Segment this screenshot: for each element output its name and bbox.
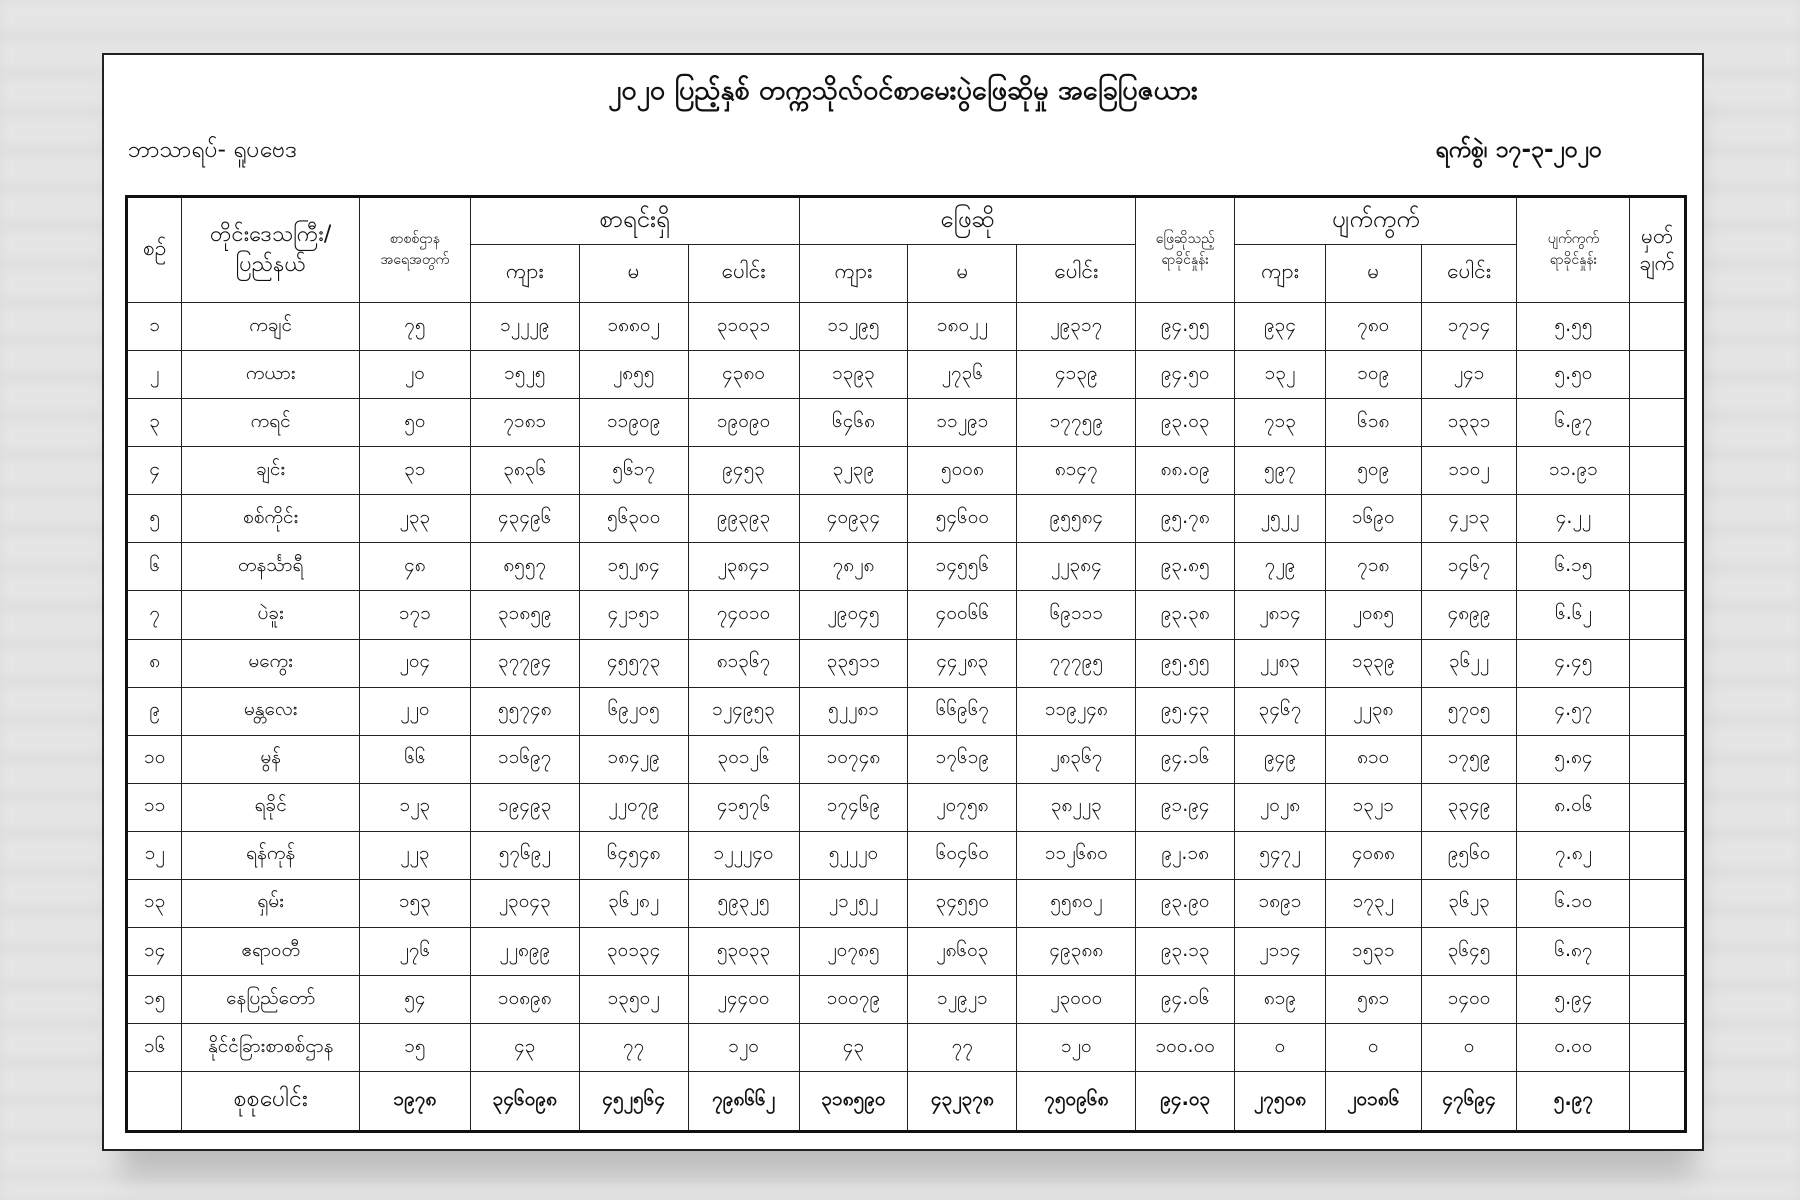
cell-abs-m: ၀	[1235, 1024, 1326, 1072]
cell-reg-t: ၂၄၄၀၀	[688, 976, 799, 1024]
total-sat-m: ၃၁၈၅၉၀	[799, 1072, 908, 1132]
cell-abs-m: ၉၃၄	[1235, 303, 1326, 351]
cell-reg-t: ၃၁၀၃၁	[688, 303, 799, 351]
cell-abs-pct: ၄.၄၅	[1517, 639, 1630, 687]
cell-sat-f: ၂၈၆၀၃	[908, 928, 1017, 976]
cell-sat-pct: ၉၄.၁၆	[1136, 735, 1235, 783]
cell-remark	[1630, 783, 1686, 831]
cell-region: ရန်ကုန်	[182, 831, 359, 879]
cell-reg-m: ၄၃၄၉၆	[470, 495, 579, 543]
cell-abs-t: ၀	[1421, 1024, 1517, 1072]
cell-abs-m: ၃၄၆၇	[1235, 687, 1326, 735]
table-row	[127, 447, 1686, 495]
cell-reg-f: ၃၀၁၃၄	[579, 928, 688, 976]
cell-no: ၁၄	[127, 928, 182, 976]
total-sat-t: ၇၅၀၉၆၈	[1017, 1072, 1136, 1132]
total-abs-m: ၂၇၅၀၈	[1235, 1072, 1326, 1132]
cell-reg-m: ၁၅၂၅	[470, 351, 579, 399]
cell-no: ၆	[127, 543, 182, 591]
cell-reg-f: ၂၂၀၇၉	[579, 783, 688, 831]
cell-centers: ၂၀	[359, 351, 470, 399]
document-sheet	[102, 53, 1704, 1151]
cell-abs-f: ၁၇၃၂	[1325, 879, 1421, 927]
cell-region: နေပြည်တော်	[182, 976, 359, 1024]
cell-no: ၂	[127, 351, 182, 399]
cell-sat-t: ၈၁၄၇	[1017, 447, 1136, 495]
table-row	[127, 639, 1686, 687]
cell-reg-t: ၅၉၃၂၅	[688, 879, 799, 927]
cell-sat-m: ၂၁၂၅၂	[799, 879, 908, 927]
cell-sat-f: ၁၄၅၅၆	[908, 543, 1017, 591]
cell-reg-t: ၁၉၀၉၀	[688, 399, 799, 447]
cell-centers: ၂၀၄	[359, 639, 470, 687]
cell-no: ၁၂	[127, 831, 182, 879]
cell-abs-pct: ၅.၅၅	[1517, 303, 1630, 351]
cell-reg-f: ၁၈၄၂၉	[579, 735, 688, 783]
cell-abs-pct: ၁၁.၉၁	[1517, 447, 1630, 495]
cell-centers: ၇၅	[359, 303, 470, 351]
table-row	[127, 879, 1686, 927]
cell-sat-m: ၁၃၉၃	[799, 351, 908, 399]
cell-abs-t: ၃၆၂၃	[1421, 879, 1517, 927]
cell-sat-f: ၇၇	[908, 1024, 1017, 1072]
cell-abs-m: ၅၉၇	[1235, 447, 1326, 495]
cell-sat-f: ၃၄၅၅၀	[908, 879, 1017, 927]
cell-abs-pct: ၅.၅၀	[1517, 351, 1630, 399]
cell-abs-t: ၃၃၄၉	[1421, 783, 1517, 831]
cell-abs-f: ၅၀၉	[1325, 447, 1421, 495]
cell-reg-m: ၅၇၆၉၂	[470, 831, 579, 879]
cell-abs-pct: ၄.၂၂	[1517, 495, 1630, 543]
cell-abs-t: ၁၄၀၀	[1421, 976, 1517, 1024]
cell-sat-t: ၂၈၃၆၇	[1017, 735, 1136, 783]
total-abs-pct: ၅.၉၇	[1517, 1072, 1630, 1132]
cell-centers: ၅၄	[359, 976, 470, 1024]
cell-centers: ၃၁	[359, 447, 470, 495]
cell-no: ၇	[127, 591, 182, 639]
cell-sat-t: ၁၁၂၆၈၀	[1017, 831, 1136, 879]
header-centers: စာစစ်ဌာန အရေအတွက်	[359, 197, 470, 303]
cell-abs-pct: ၈.၀၆	[1517, 783, 1630, 831]
table-row	[127, 399, 1686, 447]
cell-region: မန္တလေး	[182, 687, 359, 735]
cell-abs-t: ၃၆၄၅	[1421, 928, 1517, 976]
cell-abs-m: ၁၃၂	[1235, 351, 1326, 399]
cell-abs-t: ၁၁၀၂	[1421, 447, 1517, 495]
cell-region: ရှမ်း	[182, 879, 359, 927]
document-title: ၂၀၂၀ ပြည့်နှစ် တက္ကသိုလ်ဝင်စာမေးပွဲဖြေဆိုမှု အခြေပြဇယား	[608, 75, 1198, 106]
cell-sat-pct: ၉၁.၉၄	[1136, 783, 1235, 831]
cell-abs-t: ၄၈၉၉	[1421, 591, 1517, 639]
cell-remark	[1630, 399, 1686, 447]
header-sat-female: မ	[908, 245, 1017, 303]
cell-abs-m: ၂၀၂၈	[1235, 783, 1326, 831]
cell-sat-f: ၁၁၂၉၁	[908, 399, 1017, 447]
cell-sat-m: ၄၀၉၃၄	[799, 495, 908, 543]
cell-abs-t: ၁၇၅၉	[1421, 735, 1517, 783]
header-abs-female: မ	[1325, 245, 1421, 303]
cell-reg-f: ၆၄၅၄၈	[579, 831, 688, 879]
total-reg-m: ၃၄၆၀၉၈	[470, 1072, 579, 1132]
cell-reg-t: ၉၄၅၃	[688, 447, 799, 495]
cell-abs-m: ၉၄၉	[1235, 735, 1326, 783]
cell-centers: ၂၂၀	[359, 687, 470, 735]
cell-sat-f: ၅၀၀၈	[908, 447, 1017, 495]
cell-no: ၉	[127, 687, 182, 735]
cell-reg-m: ၂၃၀၄၃	[470, 879, 579, 927]
cell-sat-pct: ၁၀၀.၀၀	[1136, 1024, 1235, 1072]
cell-remark	[1630, 351, 1686, 399]
cell-reg-f: ၁၃၅၀၂	[579, 976, 688, 1024]
cell-sat-pct: ၉၄.၅၅	[1136, 303, 1235, 351]
cell-sat-pct: ၉၃.၁၃	[1136, 928, 1235, 976]
total-reg-f: ၄၅၂၅၆၄	[579, 1072, 688, 1132]
cell-sat-t: ၆၉၁၁၁	[1017, 591, 1136, 639]
cell-reg-m: ၈၅၅၇	[470, 543, 579, 591]
cell-region: ကယား	[182, 351, 359, 399]
header-no: စဉ်	[127, 197, 182, 303]
cell-reg-f: ၁၁၉၀၉	[579, 399, 688, 447]
cell-sat-pct: ၉၅.၇၈	[1136, 495, 1235, 543]
cell-centers: ၁၂၃	[359, 783, 470, 831]
cell-reg-m: ၃၁၈၅၉	[470, 591, 579, 639]
cell-abs-f: ၁၀၉	[1325, 351, 1421, 399]
cell-sat-m: ၆၄၆၈	[799, 399, 908, 447]
cell-remark	[1630, 303, 1686, 351]
cell-sat-f: ၄၄၂၈၃	[908, 639, 1017, 687]
cell-sat-pct: ၉၅.၅၅	[1136, 639, 1235, 687]
cell-sat-f: ၂၀၇၅၈	[908, 783, 1017, 831]
cell-sat-t: ၄၁၃၉	[1017, 351, 1136, 399]
cell-reg-t: ၉၉၃၉၃	[688, 495, 799, 543]
cell-reg-t: ၃၀၁၂၆	[688, 735, 799, 783]
header-reg-female: မ	[579, 245, 688, 303]
cell-sat-m: ၂၀၇၈၅	[799, 928, 908, 976]
header-absent-pct: ပျက်ကွက် ရာခိုင်နှုန်း	[1517, 197, 1630, 303]
cell-sat-m: ၃၂၃၉	[799, 447, 908, 495]
table-row	[127, 831, 1686, 879]
cell-abs-f: ၆၁၈	[1325, 399, 1421, 447]
cell-abs-pct: ၅.၈၄	[1517, 735, 1630, 783]
cell-sat-f: ၁၂၉၂၁	[908, 976, 1017, 1024]
cell-reg-f: ၅၆၁၇	[579, 447, 688, 495]
cell-abs-m: ၂၁၁၄	[1235, 928, 1326, 976]
cell-reg-m: ၁၉၄၉၃	[470, 783, 579, 831]
cell-abs-t: ၂၄၁	[1421, 351, 1517, 399]
cell-reg-m: ၁၀၈၉၈	[470, 976, 579, 1024]
cell-region: မကွေး	[182, 639, 359, 687]
cell-abs-f: ၀	[1325, 1024, 1421, 1072]
cell-abs-pct: ၄.၅၇	[1517, 687, 1630, 735]
header-abs-male: ကျား	[1235, 245, 1326, 303]
cell-reg-f: ၄၂၁၅၁	[579, 591, 688, 639]
header-absent: ပျက်ကွက်	[1235, 197, 1517, 245]
cell-reg-t: ၄၁၅၇၆	[688, 783, 799, 831]
cell-region: ရခိုင်	[182, 783, 359, 831]
cell-no: ၁၁	[127, 783, 182, 831]
cell-abs-pct: ၆.၁၅	[1517, 543, 1630, 591]
cell-reg-m: ၂၂၈၉၉	[470, 928, 579, 976]
table-row	[127, 687, 1686, 735]
cell-remark	[1630, 447, 1686, 495]
cell-abs-f: ၄၀၈၈	[1325, 831, 1421, 879]
cell-reg-m: ၁၂၂၂၉	[470, 303, 579, 351]
cell-reg-m: ၄၃	[470, 1024, 579, 1072]
cell-sat-f: ၆၀၄၆၀	[908, 831, 1017, 879]
cell-sat-pct: ၉၄.၅၀	[1136, 351, 1235, 399]
table-row	[127, 928, 1686, 976]
cell-abs-pct: ၆.၆၂	[1517, 591, 1630, 639]
cell-abs-m: ၁၈၉၁	[1235, 879, 1326, 927]
cell-region: ပဲခူး	[182, 591, 359, 639]
cell-sat-pct: ၈၈.၀၉	[1136, 447, 1235, 495]
cell-sat-t: ၂၃၀၀၀	[1017, 976, 1136, 1024]
cell-reg-m: ၁၁၆၉၇	[470, 735, 579, 783]
cell-centers: ၁၅	[359, 1024, 470, 1072]
cell-abs-t: ၁၃၃၁	[1421, 399, 1517, 447]
cell-remark	[1630, 687, 1686, 735]
cell-reg-f: ၄၅၅၇၃	[579, 639, 688, 687]
cell-abs-pct: ၆.၈၇	[1517, 928, 1630, 976]
cell-centers: ၁၅၃	[359, 879, 470, 927]
cell-remark	[1630, 1024, 1686, 1072]
cell-reg-t: ၂၃၈၄၁	[688, 543, 799, 591]
cell-remark	[1630, 879, 1686, 927]
cell-sat-t: ၁၁၉၂၄၈	[1017, 687, 1136, 735]
cell-reg-t: ၄၃၈၀	[688, 351, 799, 399]
cell-sat-t: ၅၅၈၀၂	[1017, 879, 1136, 927]
total-remark	[1630, 1072, 1686, 1132]
cell-centers: ၂၂၃	[359, 831, 470, 879]
cell-sat-m: ၃၃၅၁၁	[799, 639, 908, 687]
cell-no: ၅	[127, 495, 182, 543]
cell-sat-f: ၁၈၀၂၂	[908, 303, 1017, 351]
header-region: တိုင်းဒေသကြီး/ ပြည်နယ်	[182, 197, 359, 303]
cell-sat-f: ၅၄၆၀၀	[908, 495, 1017, 543]
cell-sat-m: ၇၈၂၈	[799, 543, 908, 591]
cell-remark	[1630, 639, 1686, 687]
cell-sat-f: ၂၇၃၆	[908, 351, 1017, 399]
header-sat: ဖြေဆို	[799, 197, 1136, 245]
cell-abs-t: ၉၅၆၀	[1421, 831, 1517, 879]
cell-sat-m: ၂၉၀၄၅	[799, 591, 908, 639]
cell-abs-pct: ၀.၀၀	[1517, 1024, 1630, 1072]
cell-region: ကချင်	[182, 303, 359, 351]
cell-no: ၃	[127, 399, 182, 447]
cell-no: ၁၆	[127, 1024, 182, 1072]
cell-sat-pct: ၉၃.၃၈	[1136, 591, 1235, 639]
cell-abs-f: ၂၂၃၈	[1325, 687, 1421, 735]
cell-reg-f: ၇၇	[579, 1024, 688, 1072]
header-reg-total: ပေါင်း	[688, 245, 799, 303]
cell-abs-m: ၂၈၁၄	[1235, 591, 1326, 639]
cell-abs-t: ၁၇၁၄	[1421, 303, 1517, 351]
cell-reg-m: ၃၈၃၆	[470, 447, 579, 495]
cell-abs-m: ၂၅၂၂	[1235, 495, 1326, 543]
cell-reg-t: ၁၂၀	[688, 1024, 799, 1072]
cell-reg-t: ၈၁၃၆၇	[688, 639, 799, 687]
cell-reg-f: ၁၈၈၀၂	[579, 303, 688, 351]
cell-centers: ၅၀	[359, 399, 470, 447]
cell-region: စစ်ကိုင်း	[182, 495, 359, 543]
cell-centers: ၆၆	[359, 735, 470, 783]
cell-abs-m: ၇၁၃	[1235, 399, 1326, 447]
cell-region: ဧရာဝတီ	[182, 928, 359, 976]
header-sat-pct: ဖြေဆိုသည့် ရာခိုင်နှုန်း	[1136, 197, 1235, 303]
table-row	[127, 976, 1686, 1024]
cell-sat-m: ၅၂၂၂၀	[799, 831, 908, 879]
cell-abs-f: ၂၀၈၅	[1325, 591, 1421, 639]
table-row	[127, 1024, 1686, 1072]
cell-sat-pct: ၉၂.၁၈	[1136, 831, 1235, 879]
total-reg-t: ၇၉၈၆၆၂	[688, 1072, 799, 1132]
cell-abs-m: ၅၄၇၂	[1235, 831, 1326, 879]
cell-sat-m: ၅၂၂၈၁	[799, 687, 908, 735]
total-label: စုစုပေါင်း	[182, 1072, 359, 1132]
cell-region: ကရင်	[182, 399, 359, 447]
cell-centers: ၁၇၁	[359, 591, 470, 639]
cell-no: ၈	[127, 639, 182, 687]
header-remark: မှတ် ချက်	[1630, 197, 1686, 303]
cell-abs-t: ၃၆၂၂	[1421, 639, 1517, 687]
cell-no: ၄	[127, 447, 182, 495]
cell-sat-m: ၁၇၄၆၉	[799, 783, 908, 831]
cell-sat-t: ၁၂၀	[1017, 1024, 1136, 1072]
cell-abs-f: ၈၁၀	[1325, 735, 1421, 783]
cell-abs-t: ၄၂၁၃	[1421, 495, 1517, 543]
cell-sat-t: ၉၅၅၈၄	[1017, 495, 1136, 543]
cell-sat-m: ၁၀၇၄၈	[799, 735, 908, 783]
cell-sat-m: ၄၃	[799, 1024, 908, 1072]
cell-remark	[1630, 735, 1686, 783]
cell-abs-f: ၁၃၂၁	[1325, 783, 1421, 831]
cell-sat-t: ၄၉၃၈၈	[1017, 928, 1136, 976]
table-row	[127, 303, 1686, 351]
subject-label: ဘာသာရပ်- ရူပဗေဒ	[128, 137, 298, 163]
cell-abs-t: ၅၇၀၅	[1421, 687, 1517, 735]
cell-sat-t: ၂၂၃၈၄	[1017, 543, 1136, 591]
total-abs-f: ၂၀၁၈၆	[1325, 1072, 1421, 1132]
cell-centers: ၂၃၃	[359, 495, 470, 543]
cell-reg-t: ၅၃၀၃၃	[688, 928, 799, 976]
cell-remark	[1630, 928, 1686, 976]
cell-abs-f: ၁၃၃၉	[1325, 639, 1421, 687]
cell-remark	[1630, 495, 1686, 543]
cell-reg-t: ၁၂၄၉၅၃	[688, 687, 799, 735]
cell-abs-m: ၈၁၉	[1235, 976, 1326, 1024]
cell-reg-f: ၆၉၂၀၅	[579, 687, 688, 735]
cell-abs-f: ၇၁၈	[1325, 543, 1421, 591]
cell-region: ချင်း	[182, 447, 359, 495]
table-row	[127, 495, 1686, 543]
header-sat-male: ကျား	[799, 245, 908, 303]
cell-sat-t: ၃၈၂၂၃	[1017, 783, 1136, 831]
cell-abs-f: ၇၈၀	[1325, 303, 1421, 351]
total-row	[127, 1072, 1686, 1132]
cell-sat-t: ၇၇၇၉၅	[1017, 639, 1136, 687]
cell-abs-pct: ၆.၁၀	[1517, 879, 1630, 927]
cell-remark	[1630, 591, 1686, 639]
cell-abs-m: ၇၂၉	[1235, 543, 1326, 591]
total-sat-f: ၄၃၂၃၇၈	[908, 1072, 1017, 1132]
total-abs-t: ၄၇၆၉၄	[1421, 1072, 1517, 1132]
cell-sat-f: ၆၆၉၆၇	[908, 687, 1017, 735]
cell-sat-t: ၂၉၃၁၇	[1017, 303, 1136, 351]
cell-sat-pct: ၉၃.၀၃	[1136, 399, 1235, 447]
table-row	[127, 543, 1686, 591]
cell-reg-m: ၅၅၇၄၈	[470, 687, 579, 735]
cell-remark	[1630, 976, 1686, 1024]
cell-reg-f: ၂၈၅၅	[579, 351, 688, 399]
cell-abs-pct: ၅.၉၄	[1517, 976, 1630, 1024]
cell-region: တနင်္သာရီ	[182, 543, 359, 591]
cell-reg-f: ၁၅၂၈၄	[579, 543, 688, 591]
cell-no: ၁၅	[127, 976, 182, 1024]
header-reg-male: ကျား	[470, 245, 579, 303]
cell-sat-f: ၁၇၆၁၉	[908, 735, 1017, 783]
cell-abs-pct: ၇.၈၂	[1517, 831, 1630, 879]
cell-reg-m: ၇၁၈၁	[470, 399, 579, 447]
cell-region: မွန်	[182, 735, 359, 783]
cell-sat-pct: ၉၄.၀၆	[1136, 976, 1235, 1024]
cell-reg-m: ၃၇၇၉၄	[470, 639, 579, 687]
cell-no: ၁၀	[127, 735, 182, 783]
cell-abs-pct: ၆.၉၇	[1517, 399, 1630, 447]
cell-remark	[1630, 543, 1686, 591]
cell-reg-t: ၁၂၂၂၄၀	[688, 831, 799, 879]
header-abs-total: ပေါင်း	[1421, 245, 1517, 303]
cell-abs-f: ၁၅၃၁	[1325, 928, 1421, 976]
table-row	[127, 735, 1686, 783]
cell-sat-f: ၄၀၀၆၆	[908, 591, 1017, 639]
cell-centers: ၂၇၆	[359, 928, 470, 976]
results-table	[125, 195, 1687, 1133]
cell-sat-t: ၁၇၇၅၉	[1017, 399, 1136, 447]
header-sat-total: ပေါင်း	[1017, 245, 1136, 303]
cell-centers: ၄၈	[359, 543, 470, 591]
cell-region: နိုင်ငံခြားစာစစ်ဌာန	[182, 1024, 359, 1072]
cell-total-no	[127, 1072, 182, 1132]
cell-sat-pct: ၉၃.၉၀	[1136, 879, 1235, 927]
cell-abs-m: ၂၂၈၃	[1235, 639, 1326, 687]
cell-reg-f: ၃၆၂၈၂	[579, 879, 688, 927]
table-row	[127, 783, 1686, 831]
total-sat-pct: ၉၄.၀၃	[1136, 1072, 1235, 1132]
cell-sat-m: ၁၁၂၉၅	[799, 303, 908, 351]
total-centers: ၁၉၇၈	[359, 1072, 470, 1132]
cell-abs-f: ၅၈၁	[1325, 976, 1421, 1024]
date-label: ရက်စွဲ၊ ၁၇-၃-၂၀၂၀	[1435, 137, 1602, 163]
cell-sat-pct: ၉၅.၄၃	[1136, 687, 1235, 735]
cell-abs-t: ၁၄၆၇	[1421, 543, 1517, 591]
cell-no: ၁၃	[127, 879, 182, 927]
header-registered: စာရင်းရှိ	[470, 197, 799, 245]
cell-abs-f: ၁၆၉၀	[1325, 495, 1421, 543]
cell-sat-m: ၁၀၀၇၉	[799, 976, 908, 1024]
cell-sat-pct: ၉၃.၈၅	[1136, 543, 1235, 591]
table-body	[127, 303, 1686, 1132]
cell-reg-f: ၅၆၃၀၀	[579, 495, 688, 543]
table-row	[127, 351, 1686, 399]
cell-no: ၁	[127, 303, 182, 351]
cell-reg-t: ၇၄၀၁၀	[688, 591, 799, 639]
cell-remark	[1630, 831, 1686, 879]
table-row	[127, 591, 1686, 639]
